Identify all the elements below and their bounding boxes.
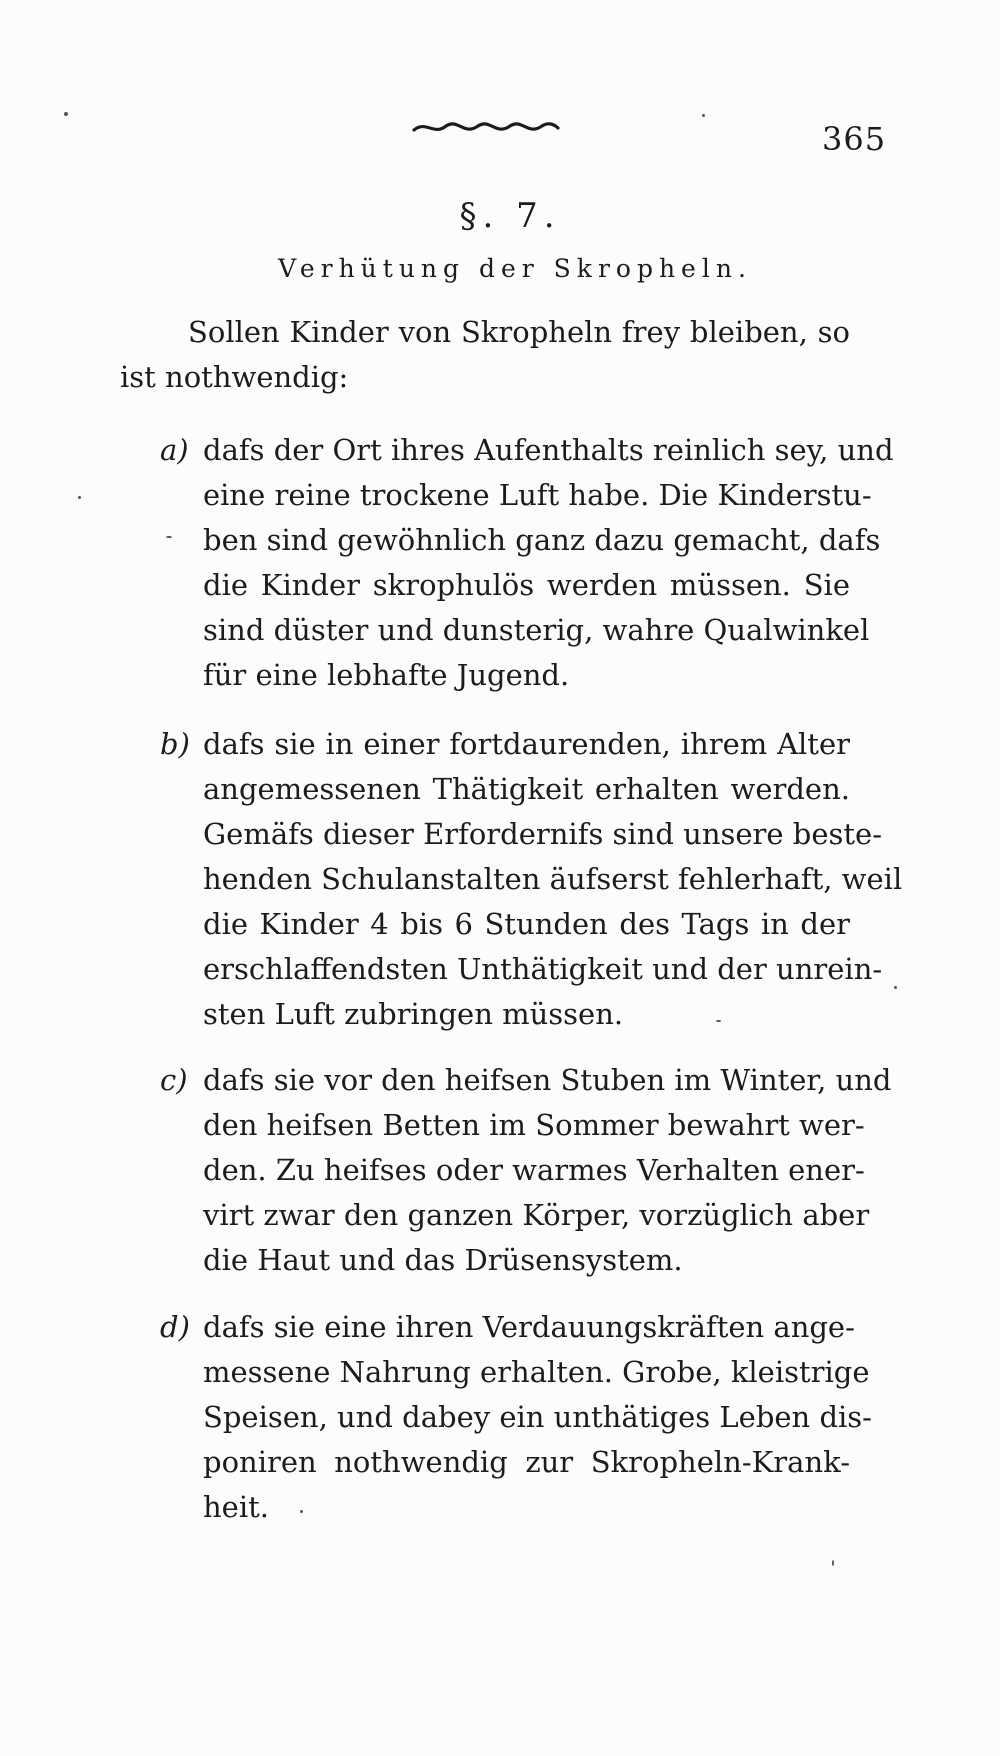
scan-speck (78, 496, 81, 499)
scan-speck (300, 1510, 303, 1513)
section-mark: §. 7. (459, 196, 561, 236)
list-item-c (120, 1058, 892, 1283)
list-item-a (120, 428, 894, 698)
text-line: den heifsen Betten im Sommer bewahrt wer- (203, 1108, 865, 1142)
scan-speck (166, 536, 172, 538)
text-line: dafs sie eine ihren Verdauungskräften ange- (203, 1310, 855, 1344)
item-marker: c) (160, 1063, 188, 1097)
text-line: ist nothwendig: (120, 360, 349, 394)
page-number: 365 (822, 120, 887, 158)
intro-paragraph (120, 310, 850, 400)
text-line: die Kinder 4 bis 6 Stunden des Tags in der (203, 907, 850, 941)
item-text (203, 1058, 892, 1283)
text-line: Speisen, und dabey ein unthätiges Leben dis- (203, 1400, 872, 1434)
list-item-d (120, 1305, 872, 1530)
text-line: poniren nothwendig zur Skropheln-Krank- (203, 1445, 850, 1479)
ornament-rule (410, 114, 560, 142)
text-line: angemessenen Thätigkeit erhalten werden. (203, 772, 850, 806)
text-line: den. Zu heifses oder warmes Verhalten ener- (203, 1153, 865, 1187)
text-line: messene Nahrung erhalten. Grobe, kleistrige (203, 1355, 870, 1389)
text-line: sten Luft zubringen müssen. (203, 997, 624, 1031)
text-line: dafs der Ort ihres Aufenthalts reinlich sey, und (203, 433, 894, 467)
text-line: heit. (203, 1490, 269, 1524)
list-item-b (120, 722, 903, 1037)
text-line: sind düster und dunsterig, wahre Qualwinkel (203, 613, 870, 647)
item-marker: b) (160, 727, 190, 761)
text-line: Sollen Kinder von Skropheln frey bleiben, so (188, 315, 850, 349)
text-line: die Haut und das Drüsensystem. (203, 1243, 683, 1277)
text-line: erschlaffendsten Unthätigkeit und der unrein- (203, 952, 883, 986)
section-heading: Verhütung der Skropheln. (278, 254, 752, 283)
text-line: Gemäfs dieser Erfordernifs sind unsere beste- (203, 817, 883, 851)
text-line: virt zwar den ganzen Körper, vorzüglich aber (203, 1198, 870, 1232)
text-line: die Kinder skrophulös werden müssen. Sie (203, 568, 850, 602)
text-line: dafs sie vor den heifsen Stuben im Winter, und (203, 1063, 892, 1097)
item-text (203, 428, 894, 698)
item-text (203, 722, 903, 1037)
text-line: eine reine trockene Luft habe. Die Kinderstu- (203, 478, 872, 512)
item-marker: a) (160, 433, 189, 467)
text-line: henden Schulanstalten äufserst fehlerhaft, weil (203, 862, 903, 896)
scan-speck (64, 112, 68, 116)
item-text (203, 1305, 872, 1530)
scan-speck (702, 114, 705, 117)
text-line: dafs sie in einer fortdaurenden, ihrem Alter (203, 727, 850, 761)
text-line: ben sind gewöhnlich ganz dazu gemacht, dafs (203, 523, 881, 557)
item-marker: d) (160, 1310, 190, 1344)
scan-speck (832, 1560, 834, 1566)
text-line: für eine lebhafte Jugend. (203, 658, 570, 692)
scan-speck (716, 1020, 721, 1022)
scan-speck (894, 986, 897, 989)
